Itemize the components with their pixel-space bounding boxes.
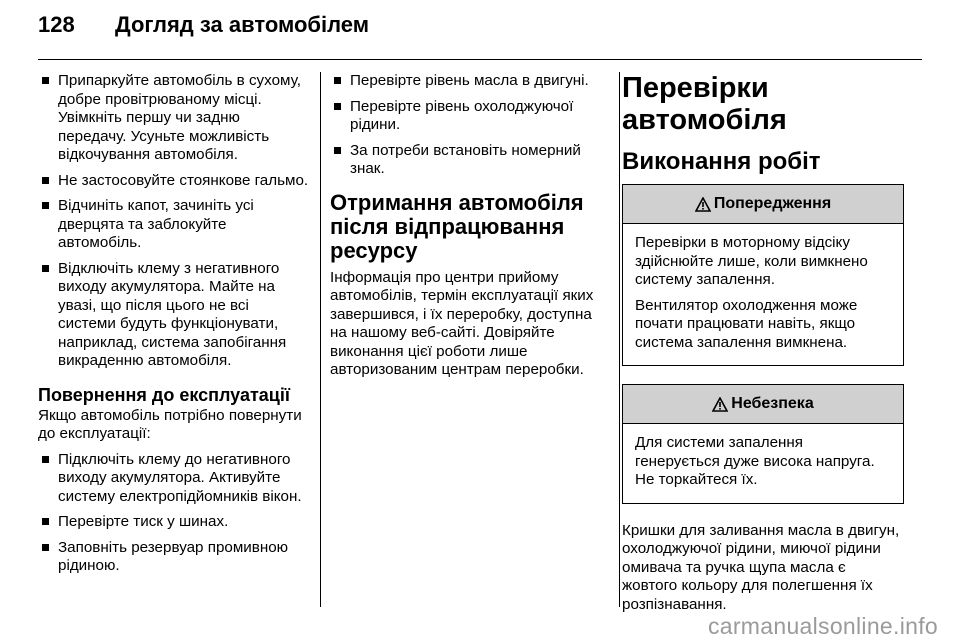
return-steps-list — [38, 451, 310, 576]
column-divider — [320, 72, 321, 607]
page-header — [38, 12, 369, 52]
warning-triangle-icon — [712, 397, 728, 412]
watermark: carmanualsonline.info — [707, 613, 938, 639]
return-intro: Якщо автомобіль потрібно повернути до експлуатації: — [38, 406, 302, 442]
warning-triangle-icon — [695, 197, 711, 212]
section-heading-recycling: Отримання автомобіля після відпрацювання ресурсу — [330, 189, 584, 263]
danger-paragraph: Для системи запалення генерується дуже висока напруга. Не торкайтеся їх. — [635, 434, 875, 488]
section-heading-return: Повернення до експлуатації — [38, 384, 290, 405]
danger-box-header — [623, 385, 903, 424]
page-title: Догляд за автомобілем — [115, 12, 370, 37]
warning-paragraph: Перевірки в моторному відсіку здійснюйте лише, коли вимкнено систему запалення. — [635, 234, 868, 288]
list-item: За потреби встановіть номерний знак. — [330, 142, 606, 179]
header-rule — [38, 59, 922, 60]
warning-box — [622, 184, 904, 366]
storage-steps-list — [38, 72, 310, 371]
warning-box-body — [623, 224, 903, 365]
warning-paragraph: Вентилятор охолодження може почати працювати навіть, якщо система запалення вимкнена. — [635, 296, 858, 351]
section-subtitle: Виконання робіт — [622, 148, 821, 175]
danger-label: Небезпека — [731, 395, 814, 412]
column-divider — [619, 72, 620, 607]
list-item: Відчиніть капот, зачиніть усі дверцята та заблокуйте автомобіль. — [38, 197, 310, 253]
warning-box-header — [623, 185, 903, 224]
list-item: Припаркуйте автомобіль в сухому, добре провітрюваному місці. Увімкніть першу чи задню передачу. Усуньте можливість відкочування автомобіля. — [38, 72, 310, 165]
list-item: Підключіть клему до негативного виходу акумулятора. Активуйте систему електропідйомників вікон. — [38, 451, 310, 507]
danger-box-body — [623, 424, 903, 503]
list-item: Не застосовуйте стоянкове гальмо. — [38, 172, 310, 191]
column-2 — [330, 72, 606, 387]
check-steps-list — [330, 72, 606, 179]
list-item: Відключіть клему з негативного виходу акумулятора. Майте на увазі, що після цього не всі системи будуть функціонувати, наприклад, система запобігання викраденню автомобіля. — [38, 260, 310, 371]
page-number: 128 — [38, 12, 75, 37]
chapter-title: Перевірки автомобіля — [622, 72, 787, 136]
danger-box — [622, 384, 904, 504]
recycling-paragraph: Інформація про центри прийому автомобілів, термін експлуатації яких завершився, і їх переробку, доступна на нашому веб-сайті. Довіряйте виконання цієї роботи лише авторизованим центрам переробки. — [330, 268, 594, 378]
warning-label: Попередження — [713, 195, 832, 212]
list-item: Заповніть резервуар промивною рідиною. — [38, 539, 310, 576]
column-1 — [38, 72, 310, 583]
list-item: Перевірте тиск у шинах. — [38, 513, 310, 532]
column-3 — [622, 72, 904, 621]
list-item: Перевірте рівень масла в двигуні. — [330, 72, 606, 91]
list-item: Перевірте рівень охолоджуючої рідини. — [330, 98, 606, 135]
caps-paragraph: Кришки для заливання масла в двигун, охолоджуючої рідини, миючої рідини омивача та ручка щупа масла є жовтого кольору для полегшення їх розпізнавання. — [622, 521, 900, 613]
